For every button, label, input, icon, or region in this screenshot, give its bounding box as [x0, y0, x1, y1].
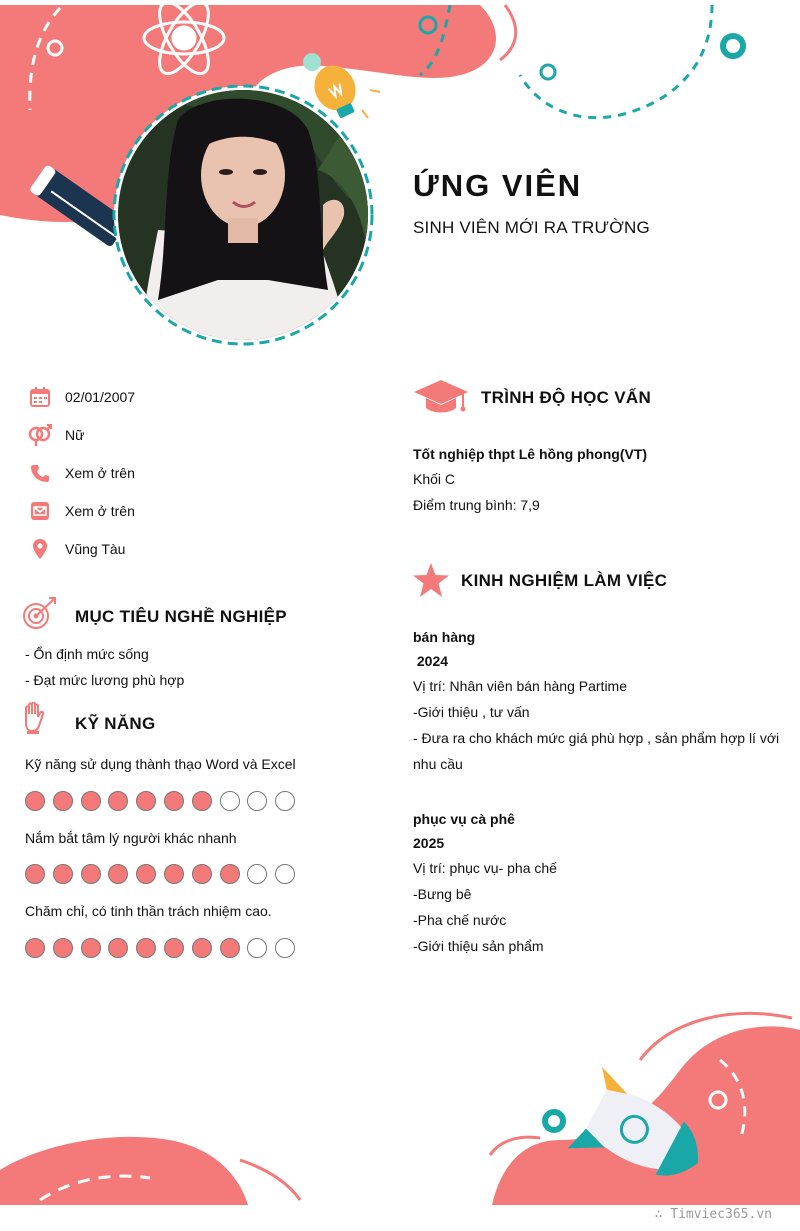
rating-dot-empty [275, 864, 295, 884]
avatar [118, 90, 368, 340]
job-2-line-2: -Bưng bê [413, 886, 472, 902]
contact-email [28, 496, 368, 526]
rating-dot-filled [25, 938, 45, 958]
job-1-line-1: Vị trí: Nhân viên bán hàng Partime [413, 678, 628, 694]
hand-icon [22, 702, 48, 734]
education-school: Tốt nghiệp thpt Lê hồng phong(VT) [413, 446, 648, 462]
skill-name-2: Nắm bắt tâm lý người khác nhanh [25, 830, 237, 846]
contact-address [28, 534, 368, 564]
candidate-position: SINH VIÊN MỚI RA TRƯỜNG [413, 218, 650, 237]
rating-dot-filled [164, 938, 184, 958]
job-1-line-2: -Giới thiệu , tư vấn [413, 704, 530, 720]
graduation-cap-icon [413, 378, 469, 414]
objective-line-1: - Ổn định mức sống [25, 646, 149, 662]
rating-dot-filled [108, 864, 128, 884]
skill-rating-1 [25, 791, 295, 811]
experience-title: KINH NGHIỆM LÀM VIỆC [461, 571, 668, 590]
watermark: ∴ Timviec365.vn [654, 1207, 772, 1222]
rating-dot-filled [53, 791, 73, 811]
rating-dot-filled [81, 791, 101, 811]
objective-title: MỤC TIÊU NGHỀ NGHIỆP [75, 607, 287, 626]
location-icon [28, 537, 52, 561]
skill-rating-2 [25, 864, 295, 884]
job-2-time: 2025 [413, 835, 445, 851]
contact-gender [28, 420, 368, 450]
rating-dot-empty [220, 791, 240, 811]
rating-dot-filled [53, 864, 73, 884]
education-major: Khối C [413, 471, 456, 487]
objective-line-2: - Đạt mức lương phù hợp [25, 672, 185, 688]
candidate-name: ỨNG VIÊN [413, 168, 583, 203]
rating-dot-filled [192, 864, 212, 884]
rating-dot-filled [25, 791, 45, 811]
skill-rating-3 [25, 938, 295, 958]
gender-text: Nữ [65, 427, 85, 443]
education-title: TRÌNH ĐỘ HỌC VẤN [481, 388, 652, 407]
rating-dot-empty [247, 791, 267, 811]
rating-dot-filled [164, 791, 184, 811]
rating-dot-filled [136, 791, 156, 811]
phone-icon [28, 461, 52, 485]
rating-dot-empty [275, 938, 295, 958]
rating-dot-filled [220, 864, 240, 884]
contact-phone [28, 458, 368, 488]
job-2-line-3: -Pha chế nước [413, 912, 507, 928]
rating-dot-empty [247, 938, 267, 958]
rating-dot-filled [220, 938, 240, 958]
skill-name-1: Kỹ năng sử dụng thành thạo Word và Excel [25, 756, 296, 772]
rating-dot-filled [108, 791, 128, 811]
address-text: Vũng Tàu [65, 541, 126, 557]
phone-text: Xem ở trên [65, 465, 135, 481]
contact-birthday [28, 382, 368, 412]
rating-dot-filled [25, 864, 45, 884]
rating-dot-filled [192, 791, 212, 811]
rating-dot-filled [192, 938, 212, 958]
email-text: Xem ở trên [65, 503, 135, 519]
gender-icon [28, 423, 52, 447]
education-gpa: Điểm trung bình: 7,9 [413, 497, 540, 513]
skill-name-3: Chăm chỉ, có tinh thần trách nhiệm cao. [25, 903, 272, 919]
rating-dot-filled [81, 864, 101, 884]
job-1-line-4: nhu cầu [413, 756, 463, 772]
rating-dot-filled [136, 938, 156, 958]
rating-dot-filled [108, 938, 128, 958]
rating-dot-filled [53, 938, 73, 958]
rating-dot-filled [81, 938, 101, 958]
rating-dot-empty [275, 791, 295, 811]
avatar-frame [110, 82, 376, 348]
target-icon [22, 596, 58, 632]
skills-title: KỸ NĂNG [75, 714, 156, 733]
job-1-time: 2024 [413, 653, 449, 669]
job-2-company: phục vụ cà phê [413, 811, 515, 827]
job-1-company: bán hàng [413, 629, 476, 645]
rating-dot-empty [247, 864, 267, 884]
rating-dot-filled [136, 864, 156, 884]
star-icon [413, 563, 449, 597]
calendar-icon [28, 385, 52, 409]
job-2-line-4: -Giới thiệu sản phẩm [413, 938, 544, 954]
job-2-line-1: Vị trí: phục vụ- pha chế [413, 860, 557, 876]
email-icon [28, 499, 52, 523]
birthday-text: 02/01/2007 [65, 389, 136, 405]
job-1-line-3: - Đưa ra cho khách mức giá phù hợp , sản phẩm hợp lí với [413, 730, 780, 746]
rating-dot-filled [164, 864, 184, 884]
